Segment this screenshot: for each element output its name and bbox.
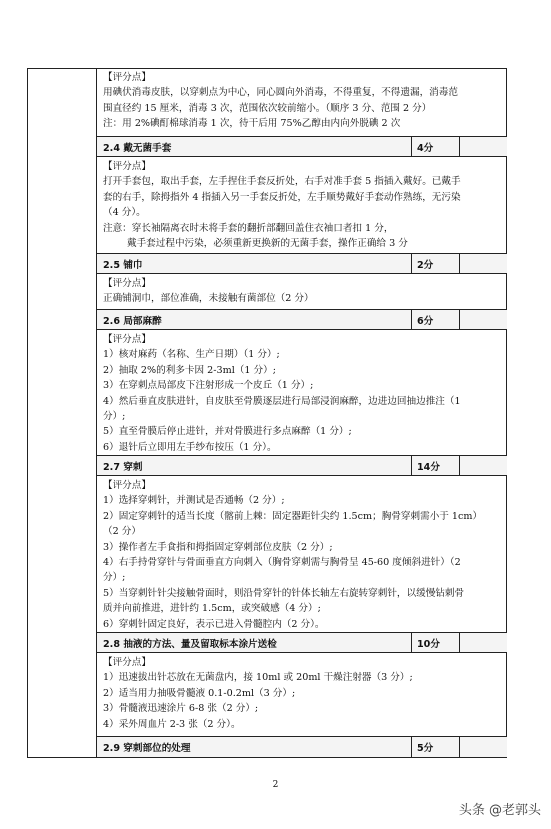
page-number: 2 [272,780,279,790]
text-line: 【评分点】 [103,161,151,172]
text-line: 3）操作者左手食指和拇指固定穿刺部位皮肤（2 分）; [103,541,333,553]
text-line: 质并向前推进，进针约 1.5cm，或突破感（4 分）; [103,603,321,615]
blank-cell [459,737,507,757]
text-line: 用碘伏消毒皮肤，以穿刺点为中心，同心圆向外消毒，不得重复，不得遗漏，消毒范 [103,87,458,99]
blank-cell [459,456,507,475]
section-title: 2.8 抽液的方法、量及留取标本涂片送检 [103,638,277,650]
section-2-8-content [97,653,507,737]
blank-cell [459,310,507,329]
section-title: 2.6 局部麻醉 [103,315,162,327]
text-line: 4）右手持骨穿针与骨面垂直方向刺入（胸骨穿刺需与胸骨呈 45-60 度倾斜进针）（2 [103,557,461,569]
section-title: 2.5 铺巾 [103,259,143,271]
text-line: 1）迅速拔出针芯放在无菌盘内，接 10ml 或 20ml 干燥注射器（3 分）; [103,672,413,684]
section-score: 2分 [411,254,459,273]
text-line: 正确铺洞巾，部位准确，未接触有菌部位（2 分） [103,293,314,305]
section-title: 2.7 穿刺 [103,461,143,473]
section-score: 5分 [411,737,459,757]
section-2-3-content [97,68,507,137]
text-line: （2 分） [103,526,141,538]
blank-cell [459,633,507,652]
text-line: 围直径约 15 厘米，消毒 3 次，范围依次较前缩小。（顺序 3 分、范围 2 分） [103,102,432,114]
section-2-6-header [97,310,507,330]
section-2-7-header [97,456,507,476]
section-2-4-header [97,137,507,157]
text-line: 【评分点】 [103,657,151,668]
text-line: 戴手套过程中污染，必须重新更换新的无菌手套，操作正确给 3 分 [127,238,408,250]
section-2-9-header [97,737,507,757]
text-line: 【评分点】 [103,334,151,345]
blank-cell [459,254,507,273]
section-2-5-header [97,254,507,274]
text-line: 注：用 2%碘酊棉球消毒 1 次，待干后用 75%乙醇由内向外脱碘 2 次 [103,118,401,130]
text-line: 2）抽取 2%的利多卡因 2-3ml（1 分）; [103,364,276,376]
scoring-table [97,68,507,757]
watermark: 头条 @老郭头 [458,803,541,818]
section-2-8-header [97,633,507,653]
left-column [27,68,97,758]
text-line: 分）; [103,572,126,584]
section-2-5-content [97,274,507,310]
text-line: 3）骨髓液迅速涂片 6-8 张（2 分）; [103,703,259,715]
text-line: 套的右手，除拇指外 4 指插入另一手套反折处，左手顺势戴好手套动作熟练，无污染 [103,191,461,203]
text-line: （4 分）。 [103,207,146,219]
text-line: 6）退针后立即用左手纱布按压（1 分）。 [103,441,277,453]
text-line: 1）选择穿刺针，并测试是否通畅（2 分）; [103,495,285,507]
text-line: 分）; [103,411,126,423]
text-line: 【评分点】 [103,480,151,491]
text-line: 2）适当用力抽吸骨髓液 0.1-0.2ml（3 分）; [103,687,296,699]
text-line: 【评分点】 [103,72,151,83]
text-line: 3）在穿刺点局部皮下注射形成一个皮丘（1 分）; [103,380,314,392]
section-score: 14分 [411,456,459,475]
section-2-6-content [97,330,507,456]
text-line: 5）直至骨膜后停止进针，并对骨膜进行多点麻醉（1 分）; [103,426,352,438]
section-score: 6分 [411,310,459,329]
text-line: 6）穿刺针固定良好，表示已进入骨髓腔内（2 分）。 [103,618,325,630]
text-line: 4）然后垂直皮肤进针，自皮肤至骨膜逐层进行局部浸润麻醉，边进边回抽边推注（1 [103,395,461,407]
blank-cell [459,137,507,156]
text-line: 5）当穿刺针针尖接触骨面时，则沿骨穿针的针体长轴左右旋转穿刺针，以缓慢钻刺骨 [103,587,465,599]
text-line: 注意：穿长袖隔离衣时未将手套的翻折部翻回盖住衣袖口者扣 1 分， [103,222,394,234]
text-line: 4）采外周血片 2-3 张（2 分）。 [103,718,241,730]
text-line: 1）核对麻药（名称、生产日期）（1 分）; [103,349,280,361]
section-2-7-content [97,476,507,633]
section-2-4-content [97,157,507,254]
section-score: 4分 [411,137,459,156]
section-score: 10分 [411,633,459,652]
text-line: 打开手套包，取出手套，左手捏住手套反折处，右手对准手套 5 指插入戴好。已戴手 [103,176,461,188]
text-line: 2）固定穿刺针的适当长度（髂前上棘：固定器距针尖约 1.5cm；胸骨穿刺需小于 1cm） [103,510,483,522]
section-title: 2.4 戴无菌手套 [103,142,172,154]
text-line: 【评分点】 [103,278,151,289]
section-title: 2.9 穿刺部位的处理 [103,743,191,754]
